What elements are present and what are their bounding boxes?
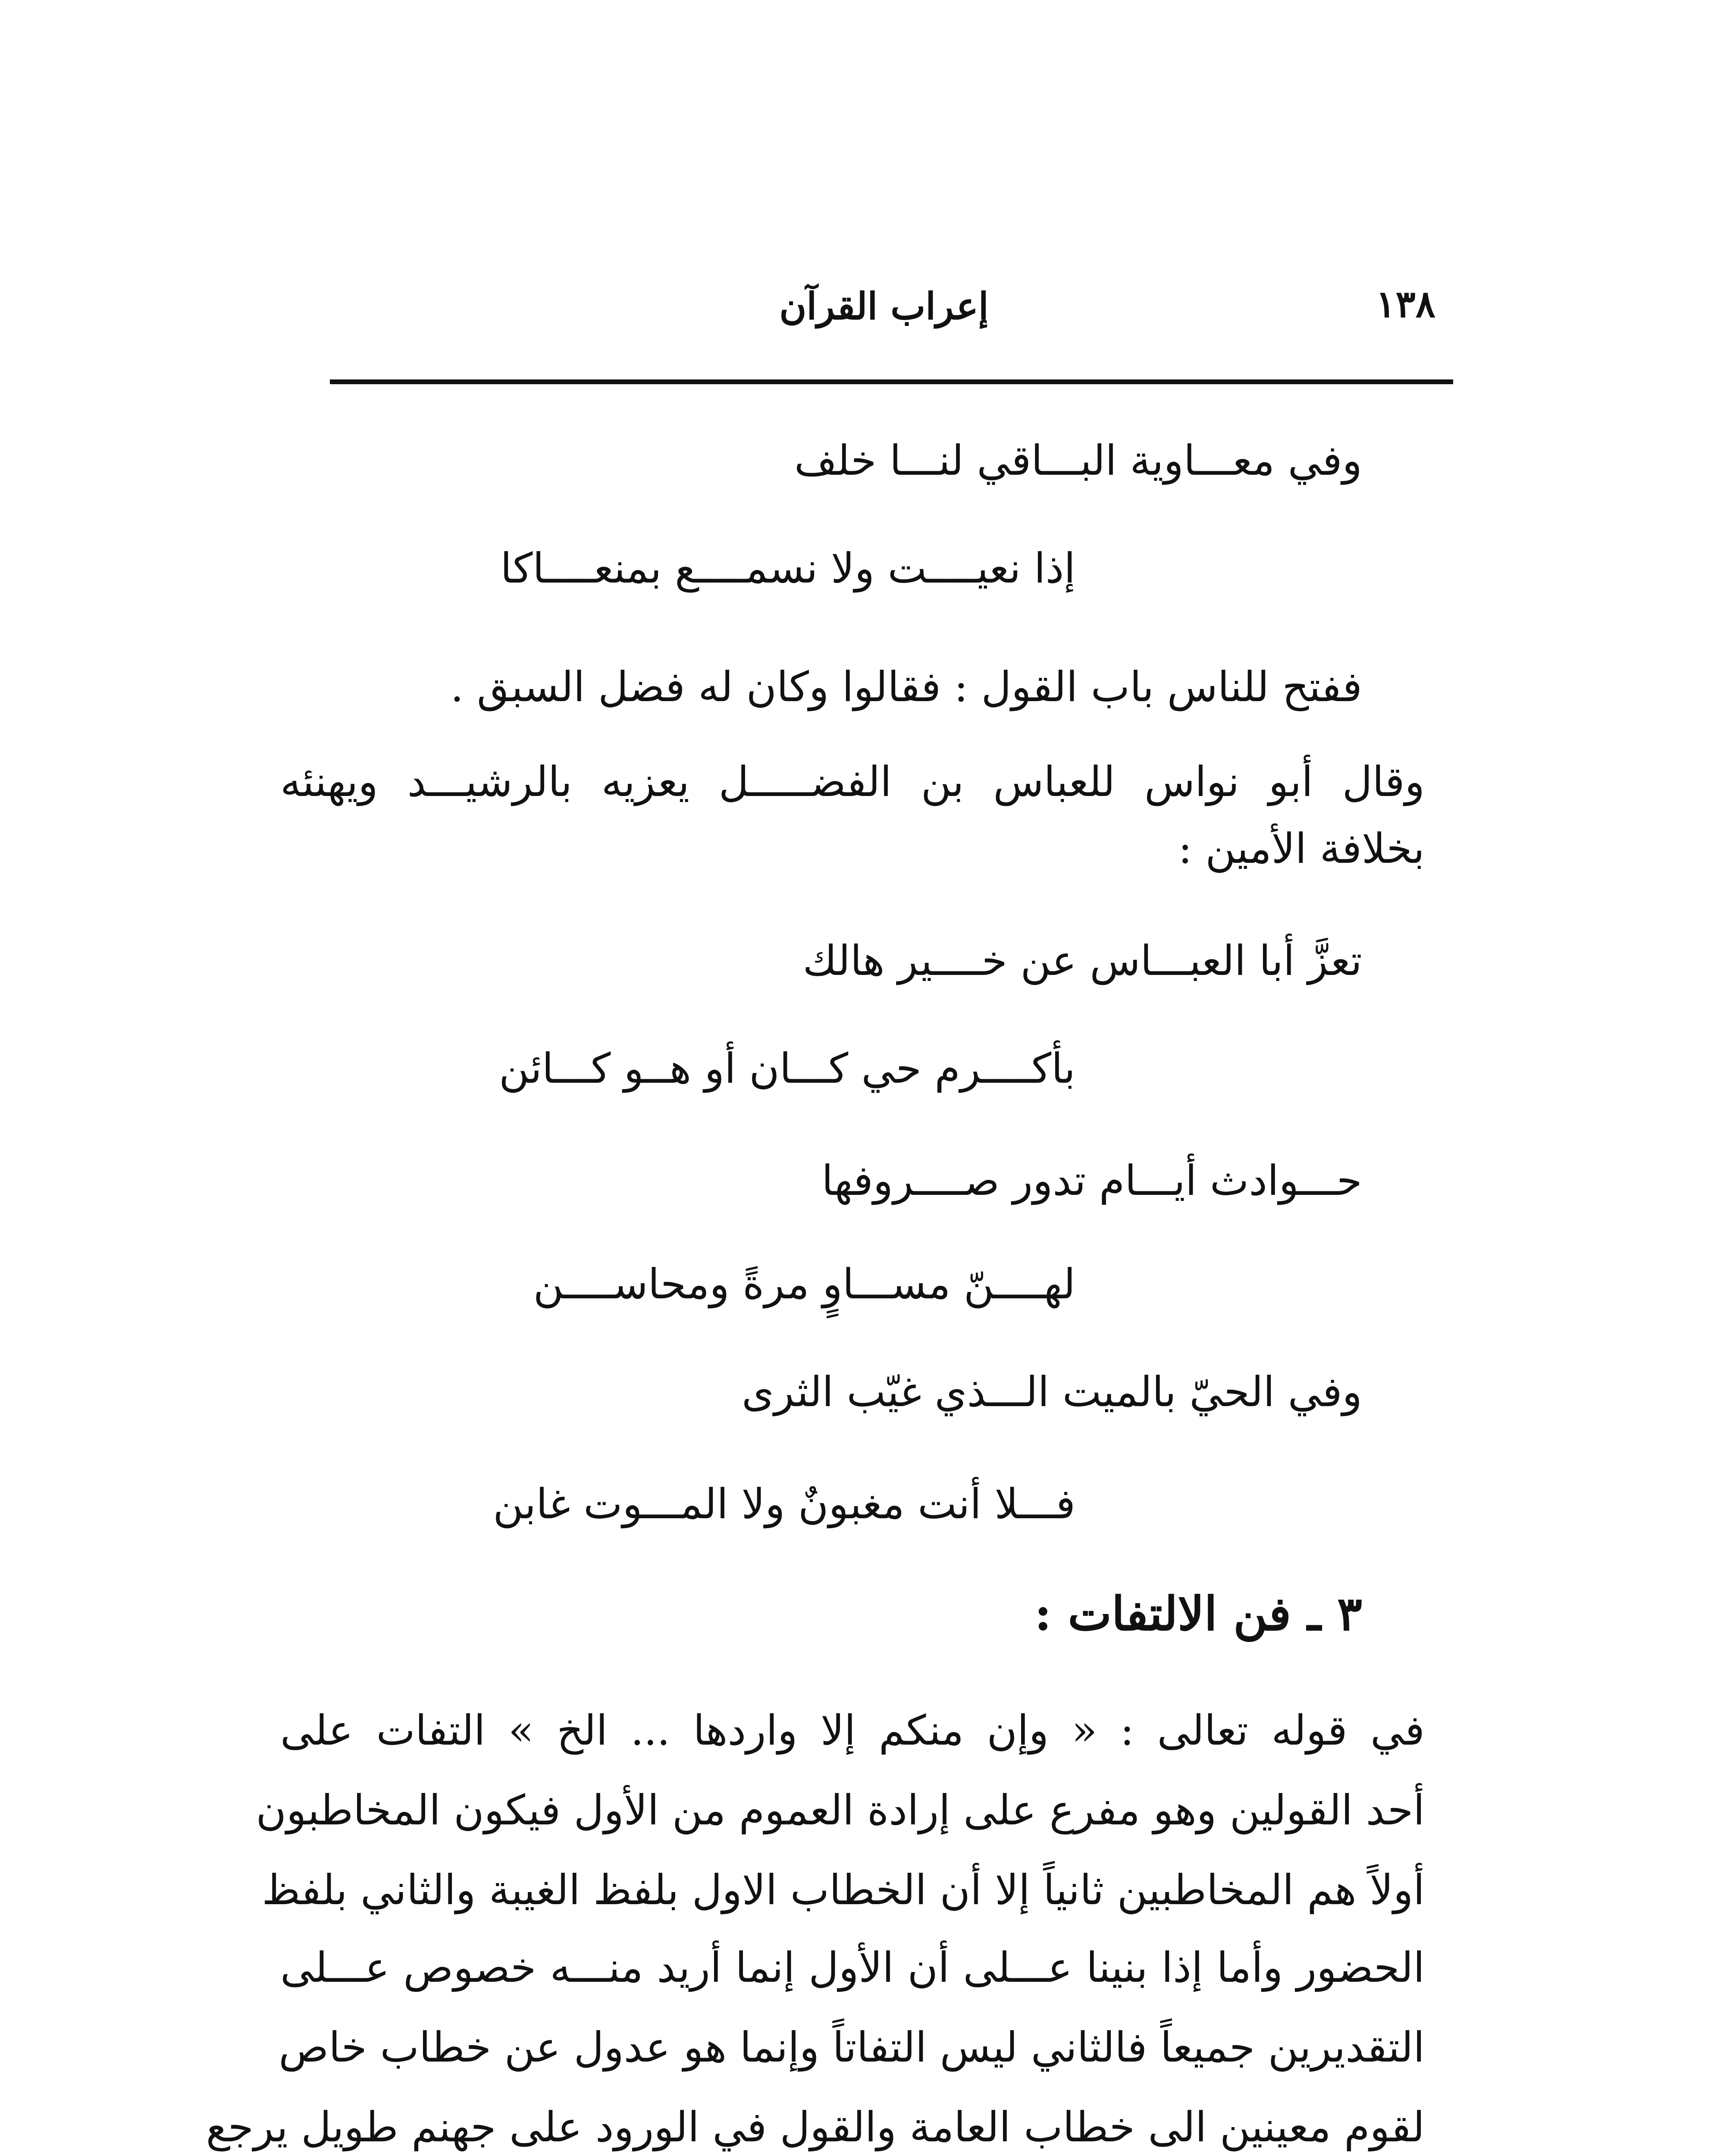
verse-hemistich: حـــوادث أيـــام تدور صــــروفها xyxy=(821,1156,1362,1205)
paragraph-line: أولاً هم المخاطبين ثانياً إلا أن الخطاب الاول بلفظ الغيبة والثاني بلفظ xyxy=(262,1866,1425,1914)
paragraph-line: لقوم معينين الى خطاب العامة والقول في الورود على جهنم طويل يرجع xyxy=(206,2103,1425,2151)
paragraph-line: أحد القولين وهو مفرع على إرادة العموم من الأول فيكون المخاطبون xyxy=(256,1786,1425,1834)
verse-hemistich: وفي معـــاوية البـــاقي لنـــا خلف xyxy=(794,436,1362,485)
page-number: ١٣٨ xyxy=(1376,282,1435,326)
paragraph-line: في قوله تعالى : « وإن منكم إلا واردها ... الخ » التفات على xyxy=(280,1706,1425,1755)
paragraph-line: الحضور وأما إذا بنينا عـــلى أن الأول إنما أريد منـــه خصوص عـــلى xyxy=(280,1943,1425,1992)
verse-hemistich: وفي الحيّ بالميت الـــذي غيّب الثرى xyxy=(742,1368,1362,1416)
verse-hemistich: لهــــنّ مســـاوٍ مرةً ومحاســــن xyxy=(533,1260,1075,1308)
paragraph-line: وقال أبو نواس للعباس بن الفضـــــل يعزيه بالرشيـــد ويهنئه xyxy=(280,758,1425,806)
verse-hemistich: فـــلا أنت مغبونٌ ولا المـــوت غابن xyxy=(493,1480,1075,1528)
paragraph-line: التقديرين جميعاً فالثاني ليس التفاتاً وإنما هو عدول عن خطاب خاص xyxy=(279,2023,1425,2071)
verse-hemistich: بأكــــرم حي كـــان أو هــو كـــائن xyxy=(499,1044,1075,1093)
paragraph-line: ففتح للناس باب القول : فقالوا وكان له فضل السبق . xyxy=(450,663,1362,711)
verse-hemistich: إذا نعيــــت ولا نسمــــع بمنعــــاكا xyxy=(500,544,1075,592)
header-rule xyxy=(330,379,1453,384)
verse-hemistich: تعزَّ أبا العبـــاس عن خــــير هالك xyxy=(802,937,1362,985)
paragraph-line: بخلافة الأمين : xyxy=(1178,824,1425,873)
section-heading: ٣ ـ فن الالتفات : xyxy=(1034,1587,1362,1641)
running-title: إعراب القرآن xyxy=(779,285,989,328)
